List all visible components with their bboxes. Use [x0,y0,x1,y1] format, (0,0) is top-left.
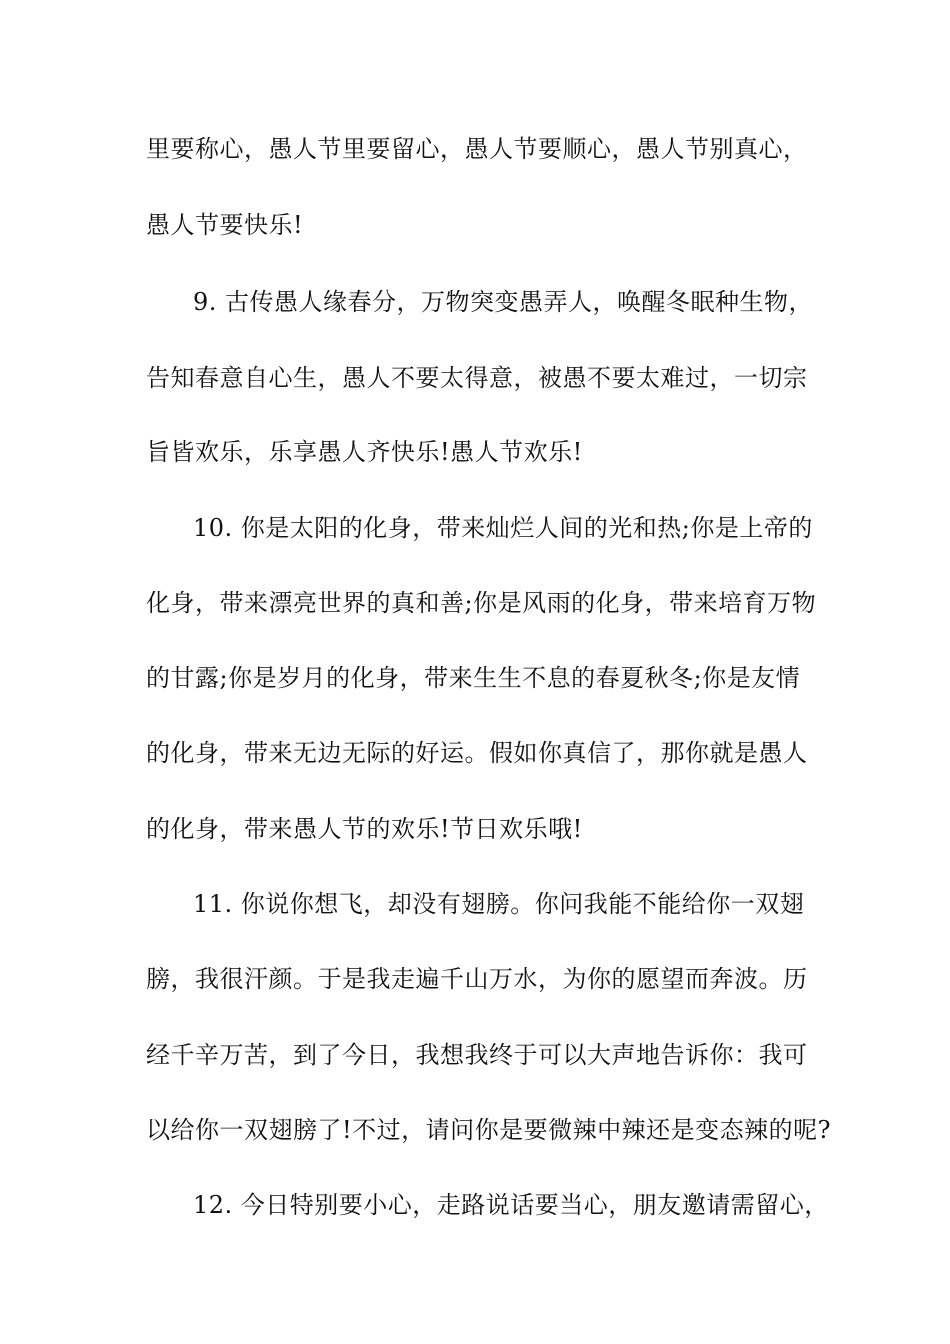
text-line: 的化身，带来无边无际的好运。假如你真信了，那你就是愚人 [146,739,808,767]
text-line: 化身，带来漂亮世界的真和善;你是风雨的化身，带来培育万物 [146,589,817,617]
text-line: 的化身，带来愚人节的欢乐!节日欢乐哦! [146,815,583,843]
text-line: 里要称心，愚人节里要留心，愚人节要顺心，愚人节别真心， [146,135,808,163]
item-10-start: 10. 你是太阳的化身，带来灿烂人间的光和热;你是上帝的 [193,514,813,542]
text-line: 的甘露;你是岁月的化身，带来生生不息的春夏秋冬;你是友情 [146,664,801,692]
item-9-start: 9. 古传愚人缘春分，万物突变愚弄人，唤醒冬眠种生物， [193,288,814,316]
item-12-start: 12. 今日特别要小心，走路说话要当心，朋友邀请需留心， [193,1191,829,1219]
item-11-start: 11. 你说你想飞，却没有翅膀。你问我能不能给你一双翅 [193,890,805,918]
text-line: 以给你一双翅膀了!不过，请问你是要微辣中辣还是变态辣的呢? [146,1116,832,1144]
text-line: 旨皆欢乐，乐享愚人齐快乐!愚人节欢乐! [146,438,583,466]
text-line: 膀，我很汗颜。于是我走遍千山万水，为你的愿望而奔波。历 [146,965,808,993]
text-line: 经千辛万苦，到了今日，我想我终于可以大声地告诉你：我可 [146,1041,808,1069]
text-line: 告知春意自心生，愚人不要太得意，被愚不要太难过，一切宗 [146,364,808,392]
text-line: 愚人节要快乐! [146,211,304,239]
